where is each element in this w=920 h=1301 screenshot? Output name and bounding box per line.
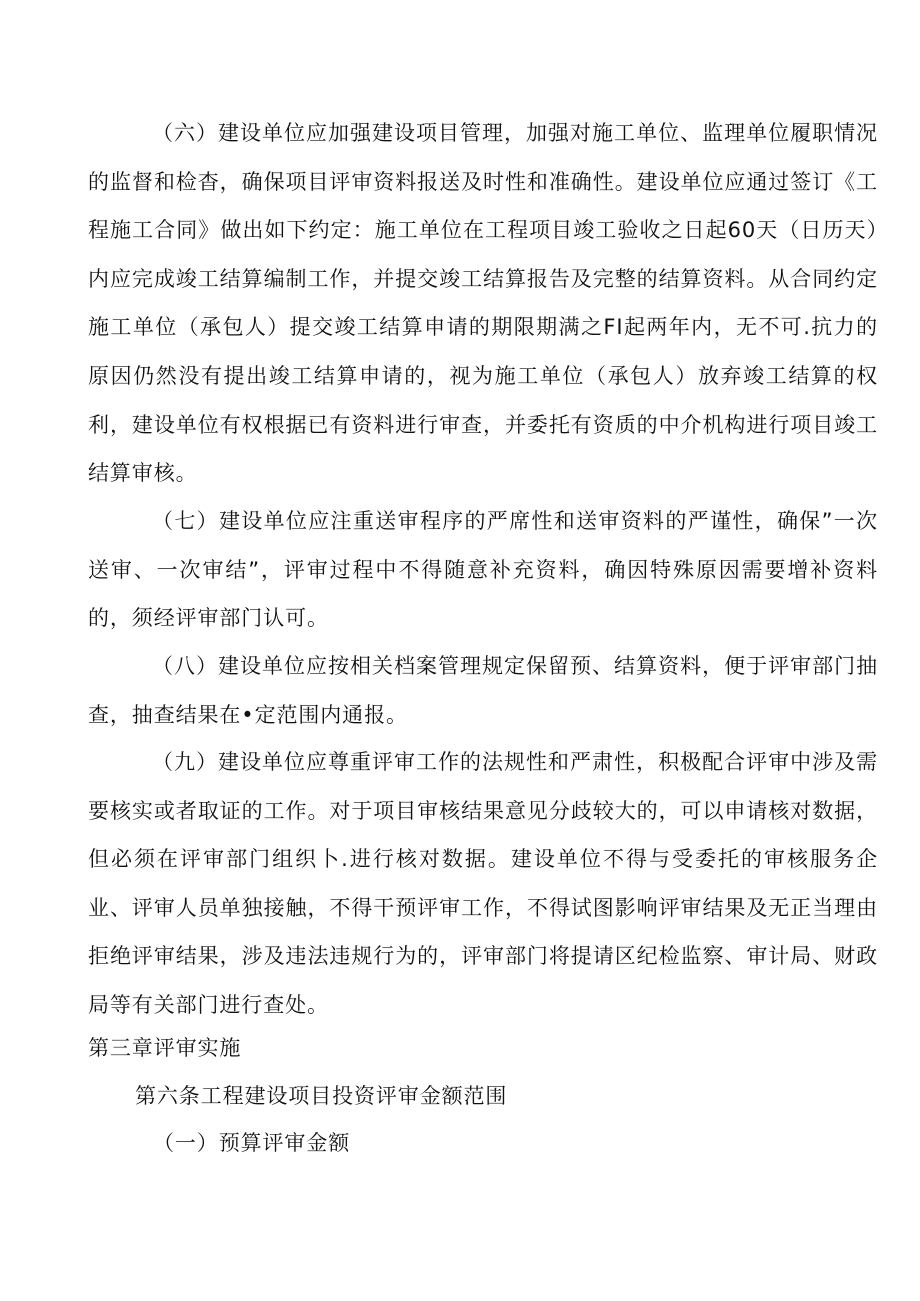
item-heading: （一）预算评审金额	[153, 1131, 351, 1155]
paragraph-6: （六）建设单位应加强建设项目管理，加强对施工单位、监理单位履职情况的监督和检杳，确保项目评审资料报送及时性和准确性。建设单位应通过签订《工程施工合同》做出如下约定：施工单位在工程项目竣工验收之日起60天（日历天）内应完成竣工结算编制工作，并提交竣工结算报告及完整的结算资料。从合同约定施工单位（承包人）提交竣工结算申请的期限期满之FI起两年内，无不可.抗力的原因仍然没有提出竣工结算申请的，视为施工单位（承包人）放弃竣工结算的权利，建设单位有权根据已有资料进行审查，并委托有资质的中介机构进行项目竣工结算审核。	[88, 121, 878, 486]
chapter-heading: 第三章评审实施	[88, 1036, 242, 1060]
paragraph-8: （八）建设单位应按相关档案管理规定保留预、结算资料，便于评审部门抽查，抽查结果在•定范围内通报。	[88, 654, 878, 727]
article-heading: 第六条工程建设项目投资评审金额范围	[135, 1084, 508, 1108]
paragraph-7: （七）建设单位应注重送审程序的严席性和送审资料的严谨性，确保”一次送审、一次审结”，评审过程中不得随意补充资料，确因特殊原因需要增补资料的，须经评审部门认可。	[88, 509, 878, 631]
paragraph-9: （九）建设单位应尊重评审工作的法规性和严肃性，积极配合评审中涉及需要核实或者取证的工作。对于项目审核结果意见分歧较大的，可以申请核对数据，但必须在评审部门组织卜.进行核对数据。建设单位不得与受委托的审核服务企业、评审人员单独接触，不得干预评审工作，不得试图影响评审结果及无正当理由拒绝评审结果，涉及违法违规行为的，评审部门将提请区纪检监察、审计局、财政局等有关部门进行查处。	[88, 750, 878, 1017]
